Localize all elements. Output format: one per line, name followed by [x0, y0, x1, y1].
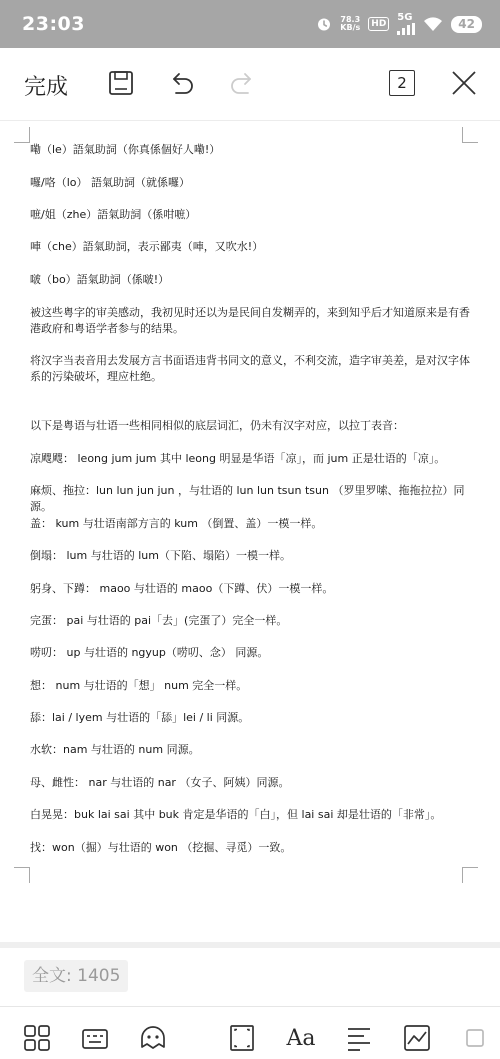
document-line: 母、雌性： nar 与壮语的 nar （女子、阿姨）同源。	[30, 776, 290, 789]
net-speed	[340, 16, 360, 32]
bottom-toolbar	[0, 1006, 500, 1059]
wifi-icon	[423, 16, 443, 32]
document-line: 唓（che）語氣助詞，表示鄙夷（唓，又吹水!）	[30, 240, 264, 253]
document-line: 嗻/姐（zhe）語氣助詞（係咁嗻）	[30, 208, 197, 221]
apps-grid-icon[interactable]	[22, 1023, 52, 1053]
document-line: 完蛋： pai 与壮语的 pai「去」(完蛋了）完全一样。	[30, 614, 288, 627]
alarm-icon	[316, 16, 332, 32]
document-line: 以下是粤语与壮语一些相同相似的底层词汇，仍未有汉字对应，以拉丁表音：	[30, 419, 404, 432]
document-line: 唠叨： up 与壮语的 ngyup（唠叨、念） 同源。	[30, 646, 269, 659]
page-corner-marker	[462, 867, 478, 883]
status-icons	[316, 12, 482, 36]
document-line: 躬身、下蹲： maoo 与壮语的 maoo（下蹲、伏）一模一样。	[30, 582, 334, 595]
document-page[interactable]	[0, 120, 500, 942]
page-corner-marker	[14, 127, 30, 143]
mascot-icon[interactable]	[138, 1023, 168, 1053]
page-count-button[interactable]: 2	[389, 70, 415, 96]
page-corner-marker	[462, 127, 478, 143]
document-line: 倒塌： lum 与壮语的 lum（下陷、塌陷）一模一样。	[30, 549, 291, 562]
document-line: 啵（bo）語氣助詞（係啵!）	[30, 273, 170, 286]
document-line: 舔：lai / lyem 与壮语的「舔」lei / li 同源。	[30, 711, 250, 724]
status-time: 23:03	[22, 13, 85, 35]
align-icon[interactable]	[344, 1023, 374, 1053]
more-icon[interactable]	[462, 1023, 488, 1053]
document-line: 想： num 与壮语的「想」 num 完全一样。	[30, 679, 248, 692]
signal-icon	[397, 13, 415, 35]
page-frame-icon[interactable]	[227, 1023, 257, 1053]
document-line: 找：won（掘）与壮语的 won （挖掘、寻觅）一致。	[30, 841, 292, 854]
net-speed-unit: KB/s	[340, 23, 361, 32]
status-bar	[0, 0, 500, 48]
document-line: 麻烦、拖拉：lun lun jun jun ，与壮语的 lun lun tsun tsun （罗里罗嗦、拖拖拉拉）同源。	[30, 484, 465, 513]
page-corner-marker	[14, 867, 30, 883]
font-icon-label: Aa	[286, 1025, 316, 1051]
word-count-bar	[0, 942, 500, 1006]
document-line: 白晃晃：buk lai sai 其中 buk 肯定是华语的「白」，但 lai sai 却是壮语的「非常」。	[30, 808, 442, 821]
document-line: 凉飕飕： leong jum jum 其中 leong 明显是华语「凉」，而 jum 正是壮语的「凉」。	[30, 452, 446, 465]
redo-icon[interactable]	[227, 68, 257, 98]
document-line: 囉/咯（lo） 語氣助詞（就係囉）	[30, 176, 190, 189]
save-icon[interactable]	[106, 68, 136, 98]
document-line: 嘞（le）語氣助詞（你真係個好人嘞!）	[30, 143, 221, 156]
keyboard-icon[interactable]	[80, 1023, 110, 1053]
chart-icon[interactable]	[402, 1023, 432, 1053]
undo-icon[interactable]	[167, 68, 197, 98]
document-line: 被这些粤字的审美感动，我初见时还以为是民间自发糊弄的，来到知乎后才知道原来是有香港政府和粤语学者参与的结果。	[30, 306, 470, 335]
done-button[interactable]: 完成	[24, 75, 69, 100]
document-line: 盖： kum 与壮语南部方言的 kum （倒置、盖）一模一样。	[30, 517, 323, 530]
net-speed-value: 78.3	[340, 15, 361, 24]
editor-toolbar	[0, 48, 500, 120]
document-line: 水软：nam 与壮语的 num 同源。	[30, 743, 200, 756]
close-icon[interactable]	[449, 68, 479, 98]
hd-badge: HD	[368, 17, 389, 31]
document-line: 将汉字当表音用去发展方言书面语违背书同文的意义，不利交流，造字审美差，是对汉字体系的污染破坏，理应杜绝。	[30, 354, 470, 383]
battery-icon: 42	[451, 16, 482, 33]
word-count-label[interactable]: 全文: 1405	[24, 960, 128, 992]
network-type: 5G	[397, 12, 413, 23]
font-icon[interactable]	[285, 1023, 317, 1053]
